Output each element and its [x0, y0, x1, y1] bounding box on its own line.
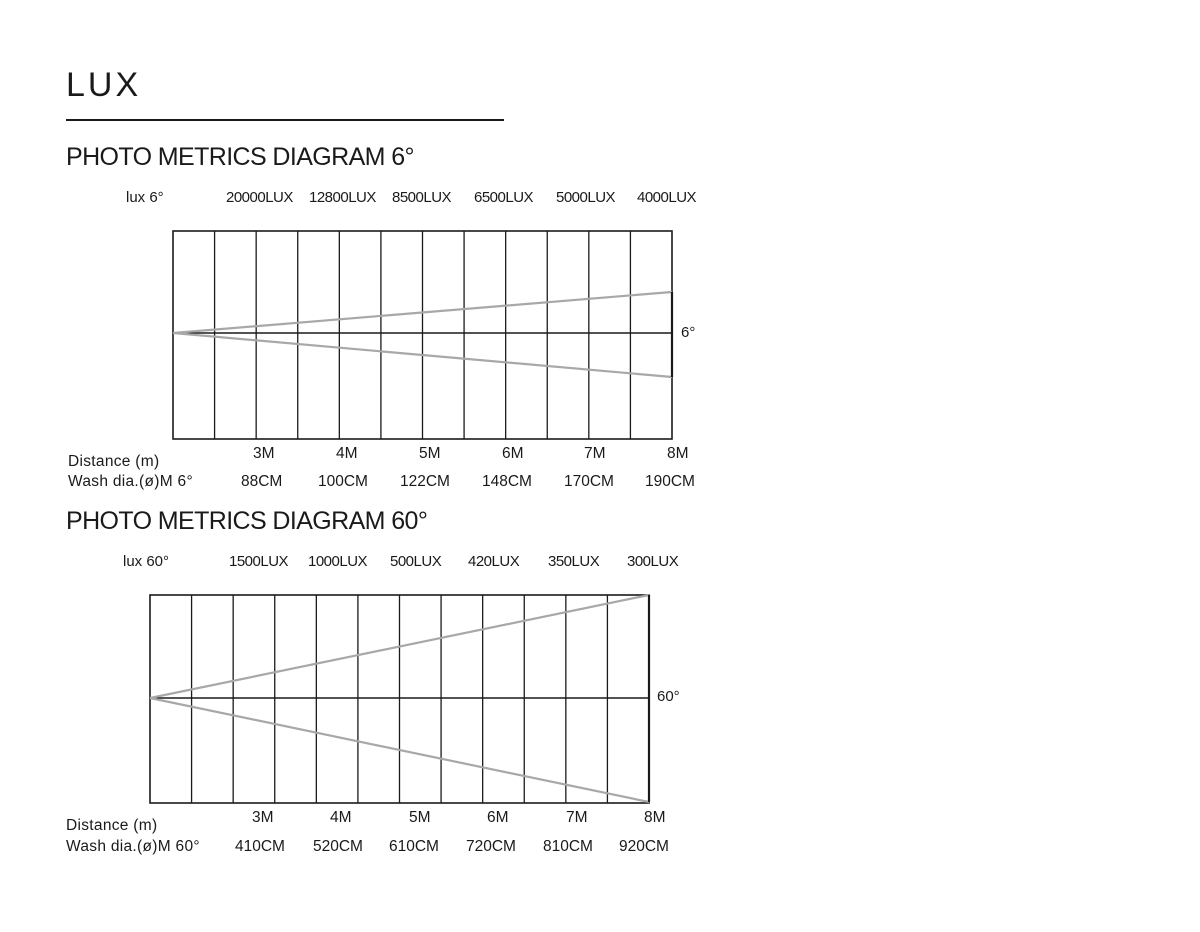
lux-value: 350LUX	[548, 553, 600, 570]
lux-value: 500LUX	[390, 553, 442, 570]
distance-value: 5M	[419, 445, 441, 462]
lux-value: 6500LUX	[474, 189, 534, 206]
distance-label-60: Distance (m)	[66, 817, 158, 834]
lux-value: 1000LUX	[308, 553, 368, 570]
lux-value: 20000LUX	[226, 189, 293, 206]
wash-value: 170CM	[564, 473, 614, 490]
distance-value: 6M	[502, 445, 524, 462]
wash-value: 520CM	[313, 838, 363, 855]
wash-label-6: Wash dia.(ø)M 6°	[68, 473, 193, 490]
distance-value: 4M	[330, 809, 352, 826]
wash-label-60: Wash dia.(ø)M 60°	[66, 838, 200, 855]
wash-value: 410CM	[235, 838, 285, 855]
lux-value: 5000LUX	[556, 189, 616, 206]
distance-value: 3M	[252, 809, 274, 826]
distance-value: 8M	[667, 445, 689, 462]
wash-value: 100CM	[318, 473, 368, 490]
lux-label-60: lux 60°	[123, 553, 170, 570]
distance-value: 5M	[409, 809, 431, 826]
wash-value: 720CM	[466, 838, 516, 855]
lux-value: 4000LUX	[637, 189, 697, 206]
lux-value: 8500LUX	[392, 189, 452, 206]
lux-value: 300LUX	[627, 553, 679, 570]
lux-label-6: lux 6°	[126, 189, 164, 206]
wash-value: 810CM	[543, 838, 593, 855]
distance-value: 3M	[253, 445, 275, 462]
lux-value: 420LUX	[468, 553, 520, 570]
distance-value: 6M	[487, 809, 509, 826]
wash-value: 190CM	[645, 473, 695, 490]
lux-value: 12800LUX	[309, 189, 376, 206]
wash-value: 920CM	[619, 838, 669, 855]
distance-value: 4M	[336, 445, 358, 462]
distance-value: 7M	[584, 445, 606, 462]
page-title: LUX	[66, 66, 142, 104]
wash-value: 88CM	[241, 473, 283, 490]
beam-angle-label-60: 60°	[657, 688, 680, 705]
diagram-heading-60: PHOTO METRICS DIAGRAM 60°	[66, 507, 428, 535]
diagram-heading-6: PHOTO METRICS DIAGRAM 6°	[66, 143, 414, 171]
distance-value: 7M	[566, 809, 588, 826]
wash-value: 148CM	[482, 473, 532, 490]
beam-angle-label-6: 6°	[681, 324, 696, 341]
wash-value: 610CM	[389, 838, 439, 855]
distance-label-6: Distance (m)	[68, 453, 160, 470]
distance-value: 8M	[644, 809, 666, 826]
wash-value: 122CM	[400, 473, 450, 490]
lux-value: 1500LUX	[229, 553, 289, 570]
